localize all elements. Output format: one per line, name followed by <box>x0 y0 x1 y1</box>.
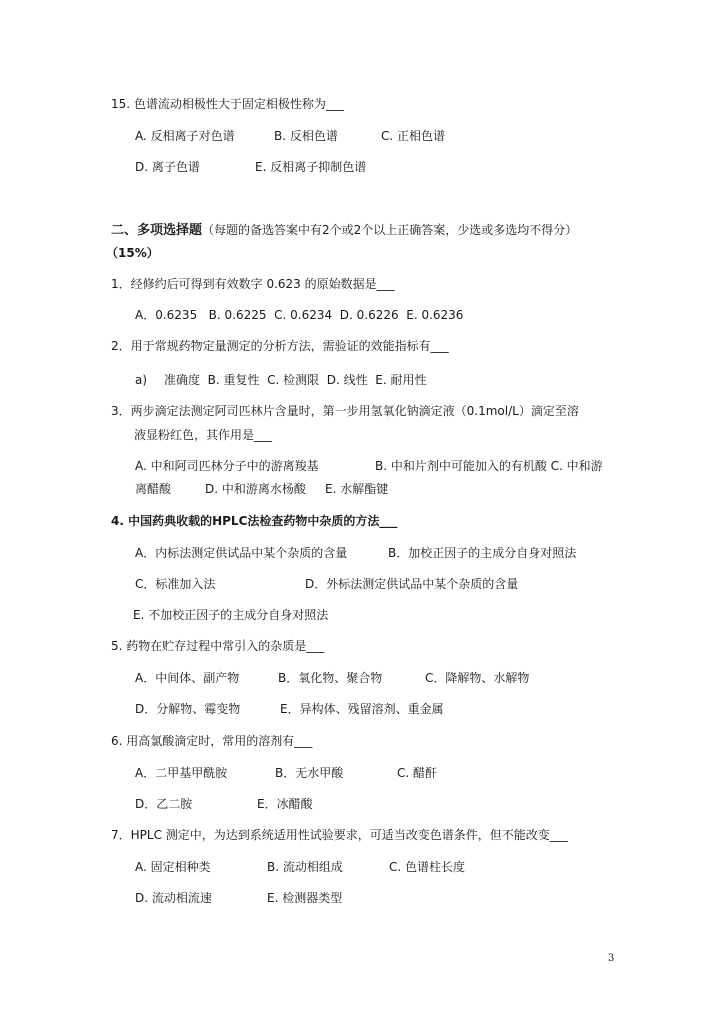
m2-marker: a) <box>135 373 148 387</box>
m7-option-a: A. 固定相种类 <box>135 860 211 874</box>
m7-option-b: B. 流动相组成 <box>267 860 343 874</box>
q15-stem: 15. 色谱流动相极性大于固定相极性称为___ <box>111 97 344 111</box>
m4-option-c: C．标准加入法 <box>135 577 216 591</box>
m3-option-d: D. 中和游离水杨酸 <box>205 482 306 496</box>
m5-option-a: A．中间体、副产物 <box>135 671 240 685</box>
m3-stem-line2: 液显粉红色，其作用是___ <box>134 428 273 442</box>
m2-stem: 2．用于常规药物定量测定的分析方法，需验证的效能指标有___ <box>111 339 449 353</box>
m7-stem: 7．HPLC 测定中，为达到系统适用性试验要求，可适当改变色谱条件，但不能改变___ <box>111 828 568 842</box>
page-number: 3 <box>608 953 615 964</box>
section-header <box>111 222 577 239</box>
m6-option-e: E．冰醋酸 <box>257 797 313 811</box>
m5-option-c: C．降解物、水解物 <box>425 671 530 685</box>
m1-options: A．0.6235 B. 0.6225 C. 0.6234 D. 0.6226 E. 0.6236 <box>135 308 464 322</box>
section-title: 二、多项选择题 <box>111 223 203 238</box>
q15-option-a: A. 反相离子对色谱 <box>135 129 235 143</box>
m5-option-d: D．分解物、霉变物 <box>135 702 241 716</box>
m6-option-c: C. 醋酐 <box>397 766 438 780</box>
m7-option-d: D. 流动相流速 <box>135 891 212 905</box>
q15-option-e: E. 反相离子抑制色谱 <box>255 160 367 174</box>
m4-option-d: D．外标法测定供试品中某个杂质的含量 <box>305 577 519 591</box>
m5-stem: 5. 药物在贮存过程中常引入的杂质是___ <box>111 639 325 653</box>
m6-option-a: A．二甲基甲酰胺 <box>135 766 228 780</box>
m4-option-a: A．内标法测定供试品中某个杂质的含量 <box>135 546 348 560</box>
m3-option-e: E. 水解酯键 <box>325 482 389 496</box>
m3-option-c-cont: 离醋酸 <box>135 482 172 496</box>
m5-option-b: B．氧化物、聚合物 <box>278 671 383 685</box>
m3-stem-line1: 3．两步滴定法测定阿司匹林片含量时，第一步用氢氧化钠滴定液（0.1mol/L）滴定至溶 <box>111 404 579 418</box>
m7-option-c: C. 色谱柱长度 <box>389 860 466 874</box>
m4-option-e: E. 不加校正因子的主成分自身对照法 <box>133 608 329 622</box>
m3-option-b-c: B. 中和片剂中可能加入的有机酸 C. 中和游 <box>375 459 603 473</box>
m1-stem: 1．经修约后可得到有效数字 0.623 的原始数据是___ <box>111 277 395 291</box>
m4-stem: 4. 中国药典收载的HPLC法检查药物中杂质的方法___ <box>111 514 398 528</box>
m7-option-e: E. 检测器类型 <box>267 891 343 905</box>
section-score: （15%） <box>106 246 159 260</box>
m6-option-d: D．乙二胺 <box>135 797 193 811</box>
m3-option-a: A. 中和阿司匹林分子中的游离羧基 <box>135 459 319 473</box>
m6-option-b: B．无水甲酸 <box>275 766 344 780</box>
q15-option-d: D. 离子色谱 <box>135 160 200 174</box>
q15-option-c: C. 正相色谱 <box>381 129 446 143</box>
section-note: （每题的备选答案中有2个或2个以上正确答案，少选或多选均不得分） <box>202 223 578 237</box>
m6-stem: 6. 用高氯酸滴定时，常用的溶剂有___ <box>111 734 313 748</box>
m4-option-b: B．加校正因子的主成分自身对照法 <box>388 546 577 560</box>
q15-option-b: B. 反相色谱 <box>274 129 338 143</box>
m5-option-e: E．异构体、残留溶剂、重金属 <box>280 702 444 716</box>
m2-options: 准确度 B. 重复性 C. 检测限 D. 线性 E. 耐用性 <box>164 373 427 387</box>
